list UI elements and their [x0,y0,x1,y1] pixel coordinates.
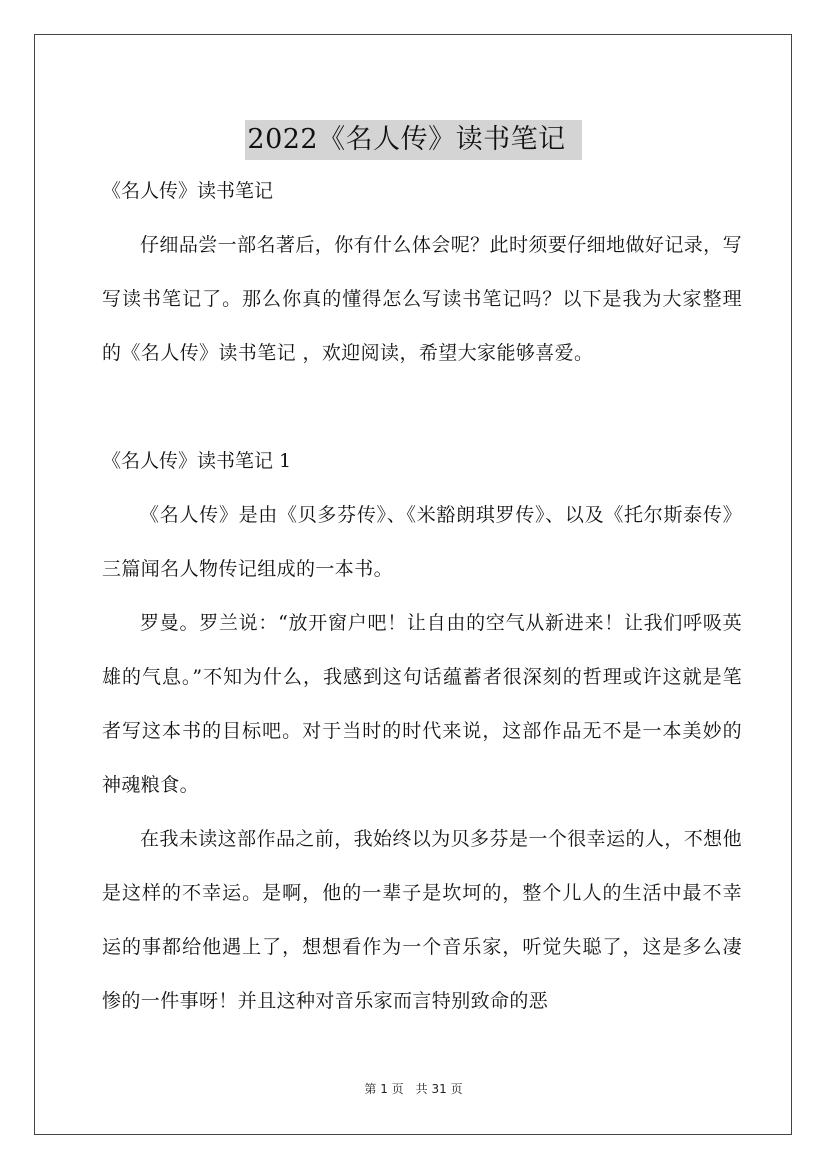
section-heading-1: 《名人传》读书笔记 1 [102,450,292,472]
paragraph-1: 《名人传》是由《贝多芬传》、《米豁朗琪罗传》、以及《托尔斯泰传》三篇闻名人物传记组成的一本书。 [102,504,742,580]
document-body [102,164,742,1028]
document-title: 2022《名人传》读书笔记 [245,120,581,160]
paragraph-intro: 仔细品尝一部名著后，你有什么体会呢？此时须要仔细地做好记录，写写读书笔记了。那么你真的懂得怎么写读书笔记吗？以下是我为大家整理的《名人传》读书笔记 ，欢迎阅读，希望大家能够喜爱。 [102,234,742,364]
paragraph-2: 罗曼。罗兰说：“放开窗户吧！让自由的空气从新进来！让我们呼吸英雄的气息。”不知为什么，我感到这句话蕴蓄者很深刻的哲理或许这就是笔者写这本书的目标吧。对于当时的时代来说，这部作品无不是一本美妙的神魂粮食。 [102,612,742,796]
section-spacer [102,380,742,434]
section-heading-intro: 《名人传》读书笔记 [102,180,274,202]
paragraph-3: 在我未读这部作品之前，我始终以为贝多芬是一个很幸运的人，不想他是这样的不幸运。是啊，他的一辈子是坎坷的，整个儿人的生活中最不幸运的事都给他遇上了，想想看作为一个音乐家，听觉失聪了，这是多么凄惨的一件事呀！并且这种对音乐家而言特别致命的恶 [102,828,742,1012]
page-footer: 第 1 页 共 31 页 [364,1082,463,1096]
